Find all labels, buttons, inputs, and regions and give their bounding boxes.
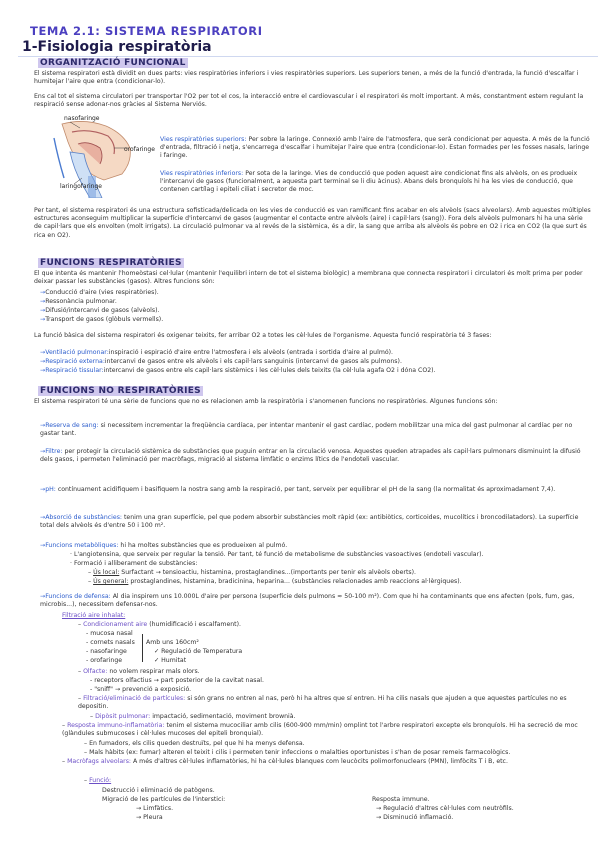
funcio-r1: Resposta immune.	[372, 796, 430, 803]
funcio-l2: Migració de les partícules de l'interstici:	[102, 796, 226, 803]
org-paragraph-3: Per tant, el sistema respiratori és una estructura sofisticada/delicada on les vies de conducció es van ramificant fins acabar en els alvèols (sacs alveolars). Amb aquestes múltiples estructures aconseguim multiplicar la superfície d'intercanvi de gasos (augmentar el contacte entre alvèols (aire) i capil·lars (sang)). Fora dels alvèols pulmonars hi ha una sèrie de capil·lars que els envolten (molt irrigats). La circulació pulmonar va al revés de la sistèmica, és a dir, la sang que arriba als alvèols és pobre en O2 i rica en CO2 (la que surt és rica en O2).	[34, 207, 591, 239]
diposit-pulmonar: – Dipòsit pulmonar: impactació, sedimentació, moviment brownià.	[90, 713, 296, 720]
olfacte-1: - receptors olfactius → part posterior de la cavitat nasal.	[90, 677, 264, 684]
func-item-4: →Transport de gasos (glòbuls vermells).	[40, 316, 164, 323]
filtra-particules: – Filtració/eliminació de partícules: si són grans no entren al nas, però hi ha altres que sí entren. Hi ha cilis nasals que ajuden a que aquestes partícules no es depositin.	[78, 695, 567, 711]
section-org: ORGANITZACIÓ FUNCIONAL	[40, 58, 186, 68]
vies-superiors-text: Vies respiratòries superiors: Per sobre la laringe. Connexió amb l'aire de l'atmosfera, que serà condicionat per aquesta. A més de la funció d'entrada, filtració i netja, s'encarrega d'escalfar i humitejar l'aire que entra (condicionar-lo). Estan formades per les fosses nasals, laringe i faringe.	[160, 136, 590, 160]
macrofags: – Macròfags alveolars: A més d'altres cèl·lules inflamatòries, hi ha cèl·lules blanques com leucòcits polimorfonuclears (PMN), limfòcits T i B, etc.	[62, 758, 508, 765]
funcio-r2: → Regulació d'altres cèl·lules com neutròfils.	[376, 805, 514, 812]
cond-item-2: - cornets nasals	[86, 639, 135, 646]
cond-amb: Amb uns 160cm²	[146, 639, 199, 646]
noresp-ph: →pH: contínuament acidifiquem i basifiquem la nostra sang amb la respiració, per tant, serveix per equilibrar el pH de la sang (la normalitat és aproximadament 7,4).	[40, 486, 556, 493]
funcio-l1: Destrucció i eliminació de patògens.	[102, 787, 215, 794]
funcio-l4: → Pleura	[136, 814, 163, 821]
olfacte-2: - "sniff" → prevenció a exposició.	[90, 686, 192, 693]
label-orofaringe: orofaringe	[124, 146, 155, 153]
vies-inferiors-text: Vies respiratòries inferiors: Per sota de la laringe. Vies de conducció que poden aquest aire condicionat fins als alvèols, on es produeix l'intercanvi de gasos (funcionalment, a aquesta part terminal se li diu àcinus). Abans dels bronquíols hi ha les vies de conducció, que contenen cartílag i epiteli ciliat i secretor de moc.	[160, 170, 578, 194]
func-paragraph-1: El que intenta és mantenir l'homeòstasi cel·lular (mantenir l'equilibri intern de tot el sistema biològic) a membrana que connecta respiratori i circulatori és molt prima per poder deixar passar les substàncies (gasos). Altres funcions són:	[34, 270, 583, 286]
resposta-immuno: – Resposta immuno-inflamatòria: tenim el sistema mucociliar amb cilis (600-900 mm/min) omplint tot l'arbre respiratori excepte els bronquíols. Hi ha secreció de moc (glàndules submucoses i cèl·lules mucoses del epiteli bronquial).	[62, 722, 578, 738]
section-funcions: FUNCIONS RESPIRATÒRIES	[40, 258, 182, 268]
cond-label: – Condicionament aire (humidificació i escalfament).	[78, 621, 241, 628]
olfacte: – Olfacte: no volem respirar mals olors.	[78, 668, 200, 675]
phase-ventilacio: →Ventilació pulmonar:inspiració i espiració d'aire entre l'atmosfera i els alvèols (entrada i sortida d'aire al pulmó).	[40, 349, 394, 356]
func-paragraph-2: La funció bàsica del sistema respiratori és oxigenar teixits, fer arribar O2 a totes les cèl·lules de l'organisme. Aquesta funció respiratòria té 3 fases:	[34, 332, 492, 339]
habits-note: – Mals hàbits (ex: fumar) alteren el teixit i cilis i permeten tenir infeccions o malalties oportunistes i s'han de posar remeis farmacològics.	[84, 749, 511, 756]
phase-tissular: →Respiració tissular:intercanvi de gasos entre els capil·lars sistèmics i les cèl·lules dels teixits (la cèl·lula agafa O2 i dóna CO2).	[40, 367, 436, 374]
func-item-1: →Conducció d'aire (vies respiratòries).	[40, 289, 159, 296]
phase-externa: →Respiració externa:intercanvi de gasos entre els alvèols i els capil·lars sanguinis (intercanvi de gasos als pulmons).	[40, 358, 402, 365]
cond-brace	[138, 634, 143, 662]
noresp-metab: →Funcions metabòliques: hi ha moltes substàncies que es produeixen al pulmó.	[40, 542, 288, 549]
cond-item-4: - orofaringe	[86, 657, 123, 664]
metab-formacio: · Formació i alliberament de substàncies:	[70, 560, 198, 567]
noresp-absorcio: →Absorció de substàncies: tenim una gran superfície, pel que podem absorbir substàncies molt ràpid (ex: antibiòtics, corticoides, mucolítics i broncodilatadors). La superfície total dels alvèols és d'entre 50 i 100 m².	[40, 514, 579, 530]
cond-item-1: - mucosa nasal	[86, 630, 133, 637]
func-item-3: →Difusió/intercanvi de gasos (alvèols).	[40, 307, 160, 314]
func-item-2: →Ressonància pulmonar.	[40, 298, 117, 305]
noresp-intro: El sistema respiratori té una sèrie de funcions que no es relacionen amb la respiratòria i s'anomenen funcions no respiratòries. Algunes funcions són:	[34, 398, 498, 405]
noresp-defensa: →Funcions de defensa: Al dia inspirem uns 10.000L d'aire per persona (superfície dels pulmons ≈ 50-100 m²). Com que hi ha contaminants que ens afecten (pols, fum, gas, microbis...), necessitem defensar-nos.	[40, 593, 575, 609]
cond-reg: ✓ Regulació de Temperatura	[154, 648, 243, 655]
cond-item-3: - nasofaringe	[86, 648, 127, 655]
funcio-label: – Funció:	[84, 777, 112, 784]
label-laringofaringe: laringofaringe	[60, 183, 102, 190]
metab-us-general: – Ús general: prostaglandines, histamina, bradicinina, heparina... (substàncies relacionades amb reaccions al·lèrgiques).	[88, 578, 462, 585]
funcio-r3: → Disminució inflamació.	[376, 814, 454, 821]
filtracio-label: Filtració aire inhalat:	[62, 612, 126, 619]
noresp-reserva: →Reserva de sang: si necessitem incrementar la freqüència cardíaca, per intentar mantenir el gast cardíac, podem mobilitzar una mica del gast pulmonar al cardíac per no gastar tant.	[40, 422, 573, 438]
metab-us-local: – Ús local: Surfactant → tensioactiu, histamina, prostaglandines...(importants per tenir els alvèols oberts).	[88, 569, 416, 576]
page-subtitle: 1-Fisiologia respiratòria	[22, 39, 212, 55]
noresp-filtre: →Filtre: per protegir la circulació sistèmica de substàncies que puguin entrar en la circulació venosa. Aquestes queden atrapades als capil·lars pulmonars disminuint la difusió dels gasos, i permeten l'eliminació per macròfags, migració al sistema limfàtic o enzims lítics de l'endoteli vascular.	[40, 448, 581, 464]
page-title: TEMA 2.1: SISTEMA RESPIRATORI	[30, 24, 263, 38]
section-no-resp: FUNCIONS NO RESPIRATÒRIES	[40, 386, 201, 396]
fumadors-note: – En fumadors, els cilis queden destruïts, pel que hi ha menys defensa.	[84, 740, 305, 747]
funcio-l3: → Limfàtics.	[136, 805, 174, 812]
metab-angio: · L'angiotensina, que serveix per regular la tensió. Per tant, té funció de metabolisme de substàncies vasoactives (endoteli vascular).	[70, 551, 484, 558]
org-paragraph-1: El sistema respiratori està dividit en dues parts: vies respiratòries inferiors i vies respiratòries superiors. Les superiors tenen, a més de la funció d'entrada, la funció d'escalfar i humitejar l'aire que entra (condicionar-lo).	[34, 70, 579, 86]
label-nasofaringe: nasofaringe	[64, 115, 100, 122]
org-paragraph-2: Ens cal tot el sistema circulatori per transportar l'O2 per tot el cos, la interacció entre el cardiovascular i el respiratori és molt important. A més, constantment estem regulant la respiració sense adonar-nos gràcies al Sistema Nerviós.	[34, 93, 584, 109]
cond-hum: ✓ Humitat	[154, 657, 187, 664]
